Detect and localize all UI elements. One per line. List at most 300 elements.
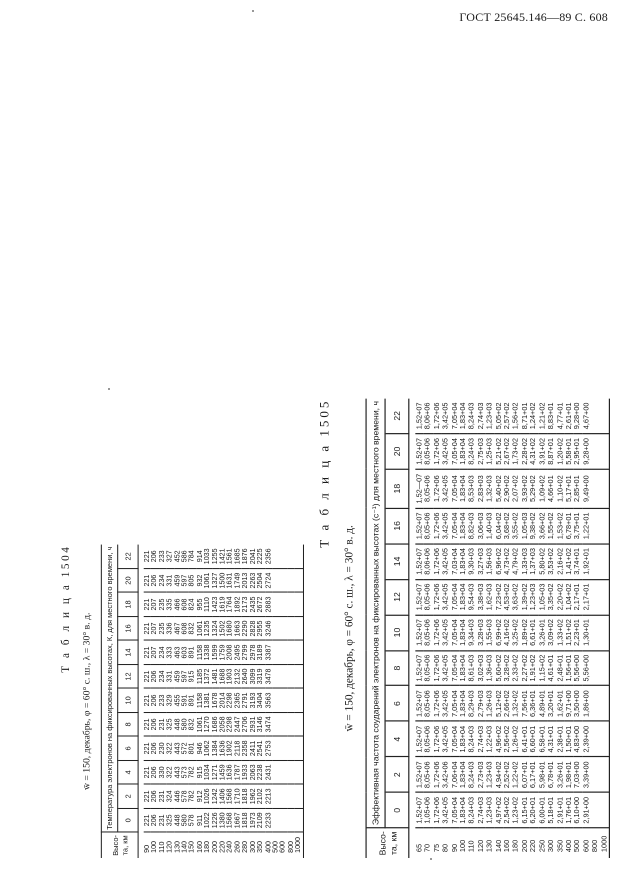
table-cell	[600, 650, 609, 686]
table-condition: w̄ = 150, декабрь, φ = 60° с. ш., λ = 30° в. д.	[344, 525, 356, 732]
hour-header-row	[118, 545, 138, 858]
table-row	[174, 545, 182, 858]
table-cell: 1061	[197, 617, 205, 641]
table-cell: 1338	[204, 640, 212, 664]
table-cell: 231	[159, 808, 167, 832]
table-cell: 3,42+05	[441, 402, 451, 430]
table-cell: 4,73+02	[503, 544, 512, 580]
table-cell	[591, 399, 600, 434]
table-cell: 4,77+01	[555, 402, 565, 430]
table-row	[450, 399, 459, 858]
table-cell: 7,23+02	[494, 579, 503, 615]
table-cell: 586	[181, 550, 189, 563]
table-cell: 221	[144, 712, 152, 736]
table-cell: 1,30+01	[582, 615, 591, 651]
table-cell: 1,56+02	[512, 402, 521, 430]
hour-header: 6	[385, 686, 409, 722]
table-cell: 7,05+04	[450, 579, 459, 615]
hour-header: 0	[385, 793, 409, 829]
table-cell: 5,40+02	[494, 469, 503, 508]
table-1504-block	[60, 545, 304, 858]
table-cell: 8,05+06	[424, 579, 433, 615]
table-cell: 1,72+06	[433, 579, 442, 615]
table-cell	[600, 469, 609, 508]
table-cell: 1406	[219, 784, 227, 808]
table-cell: 1,22+03	[486, 721, 495, 757]
table-cell	[591, 434, 600, 470]
table-cell: 3563	[265, 688, 273, 712]
table-cell: 3,28+02	[503, 650, 512, 686]
table-cell: 608	[182, 593, 190, 617]
table-cell: 6,17+01	[530, 757, 539, 793]
table-cell	[287, 664, 295, 688]
altitude-value: 90	[144, 832, 152, 858]
table-cell: 2,48+01	[556, 650, 565, 686]
table-cell: 2828	[250, 617, 258, 641]
table-row	[574, 399, 583, 858]
table-cell: 8,24+03	[468, 434, 477, 470]
table-cell: 5,21+02	[494, 434, 503, 470]
table-cell	[287, 569, 295, 593]
table-cell: 1,15+02	[538, 650, 547, 686]
table-cell: 1,05+06	[424, 793, 433, 829]
table-cell: 2238	[257, 760, 265, 784]
table-cell: 1,10+02	[556, 469, 565, 508]
table-cell: 3,91+02	[538, 434, 547, 470]
table-cell: 1678	[212, 688, 220, 712]
table-cell: 1,23+03	[486, 793, 495, 829]
table-cell: 3,66+02	[538, 508, 547, 544]
table-cell: 8,06+06	[424, 402, 433, 430]
table-cell: 1,72+06	[433, 650, 442, 686]
table-cell: 1,05+03	[538, 579, 547, 615]
table-cell: 1,52+07	[415, 508, 424, 544]
table-cell: 8,05+06	[424, 615, 433, 651]
table-cell: 6,41+01	[521, 721, 530, 757]
table-cell: 1185	[197, 664, 205, 688]
table-cell: 4,53+02	[503, 579, 512, 615]
table-row	[189, 545, 197, 858]
table-row	[530, 399, 539, 858]
table-cell: 2,52+02	[503, 757, 512, 793]
table-row	[287, 545, 295, 858]
table-cell: 832	[189, 617, 197, 641]
collision-frequency-table	[365, 399, 609, 858]
table-cell: 1,92+01	[582, 544, 591, 580]
table-row	[468, 399, 477, 858]
table-cell: 234	[159, 640, 167, 664]
table-row	[442, 399, 451, 858]
table-cell: 1568	[227, 808, 235, 832]
table-cell: 911	[197, 808, 205, 832]
table-cell: 3,39+00	[582, 757, 591, 793]
table-cell: 1061	[204, 569, 212, 593]
table-cell: 4,94+02	[494, 757, 503, 793]
table-cell	[591, 615, 600, 651]
table-cell: 2640	[242, 664, 250, 688]
table-cell: 2978	[250, 640, 258, 664]
table-cell: 2,75+03	[477, 434, 486, 470]
table-cell: 3,42+05	[442, 686, 451, 722]
table-cell: 3,42+05	[442, 579, 451, 615]
table-cell	[591, 469, 600, 508]
table-cell: 1,52+07	[415, 402, 424, 430]
table-cell	[280, 569, 288, 593]
table-cell: 1,20+02	[556, 434, 565, 470]
table-cell: 3193	[250, 688, 258, 712]
table-cell: 805	[189, 569, 197, 593]
table-cell: 2063	[250, 760, 258, 784]
table-cell: 2298	[227, 688, 235, 712]
hour-header: 18	[385, 469, 409, 508]
table-cell: 3,68+02	[503, 508, 512, 544]
altitude-value: 180	[204, 832, 212, 858]
table-cell: 7,05+04	[450, 793, 459, 829]
table-row	[295, 545, 303, 858]
table-cell: 2118	[234, 736, 242, 760]
table-cell: 3,26+01	[538, 615, 547, 651]
table-cell: 234	[159, 664, 167, 688]
table-cell	[280, 640, 288, 664]
table-cell: 1271	[212, 760, 220, 784]
table-cell: 221	[144, 808, 152, 832]
table-cell: 2,23+01	[574, 615, 583, 651]
table-cell: 2724	[265, 569, 273, 593]
table-cell: 2233	[265, 808, 273, 832]
table-cell	[295, 640, 303, 664]
table-cell: 3,35+02	[547, 579, 556, 615]
table-cell: 2541	[257, 736, 265, 760]
table-cell: 2,17+01	[574, 579, 583, 615]
table-cell: 3,26+01	[556, 757, 565, 793]
table-cell	[295, 760, 303, 784]
table-cell: 6,99+02	[494, 615, 503, 651]
hour-header: 0	[118, 808, 138, 832]
table-cell: 8,87+01	[547, 434, 556, 470]
table-cell: 1,83+04	[459, 757, 468, 793]
table-cell: 3246	[265, 617, 273, 641]
table-cell: 8,83+01	[547, 402, 556, 430]
table-cell	[600, 508, 609, 544]
table-cell: 5,98+01	[538, 757, 547, 793]
table-cell: 8,05+06	[424, 434, 433, 470]
table-cell: 1636	[227, 760, 235, 784]
table-cell: 5,56+00	[574, 650, 583, 686]
table-cell: 9,28+00	[573, 402, 582, 430]
table-cell: 9,30+03	[468, 544, 477, 580]
table-cell: 206	[151, 550, 159, 563]
table-row	[250, 545, 258, 858]
table-cell: 455	[174, 688, 182, 712]
table-cell	[591, 508, 600, 544]
table-cell	[287, 760, 295, 784]
altitude-value: 1000	[295, 832, 303, 858]
table-cell: 9,28+00	[582, 434, 591, 470]
table-cell	[280, 617, 288, 641]
table-cell	[295, 808, 303, 832]
table-cell: 9,49+00	[582, 469, 591, 508]
table-cell: 207	[151, 593, 159, 617]
table-cell: 946	[197, 736, 205, 760]
table-cell: 1324	[212, 617, 220, 641]
table-cell: 9,71+00	[565, 686, 574, 722]
table-cell: 1818	[242, 808, 250, 832]
table-cell: 578	[189, 808, 197, 832]
altitude-header	[366, 828, 409, 858]
table-cell: 7,05+04	[450, 434, 459, 470]
table-cell: 2132	[234, 664, 242, 688]
table-cell: 3478	[265, 664, 273, 688]
table-cell: 1568	[227, 784, 235, 808]
table-cell: 2431	[265, 760, 273, 784]
table-cell	[272, 593, 280, 617]
table-cell: 7,05+04	[450, 686, 459, 722]
table-cell: 2,54+02	[503, 793, 512, 829]
table-cell: 1061	[197, 712, 205, 736]
table-cell: 3,02+03	[477, 650, 486, 686]
table-cell	[591, 757, 600, 793]
table-cell: 231	[159, 784, 167, 808]
table-cell: 1026	[204, 784, 212, 808]
hour-header: 16	[385, 508, 409, 544]
table-cell: 2,38+01	[556, 721, 565, 757]
table-cell: 1902	[227, 736, 235, 760]
table-cell	[600, 757, 609, 793]
altitude-value: 90	[450, 828, 459, 858]
table-cell: 1787	[234, 760, 242, 784]
table-cell: 1270	[204, 712, 212, 736]
table-cell: 335	[166, 593, 174, 617]
table-cell: 4,61+01	[547, 650, 556, 686]
table-cell	[287, 784, 295, 808]
table-cell: 955	[197, 593, 205, 617]
table-cell	[272, 617, 280, 641]
table-cell: 1,73+02	[512, 434, 521, 470]
table-cell: 3189	[257, 640, 265, 664]
table-cell: 1,55+03	[486, 615, 495, 651]
table-cell: 1680	[227, 617, 235, 641]
table-cell: 1,21+02	[538, 402, 547, 430]
table-cell: 1,32+03	[486, 469, 495, 508]
table-cell	[272, 712, 280, 736]
table-cell: 1,62+03	[486, 579, 495, 615]
table-cell: 1,52+07	[415, 650, 424, 686]
table-cell	[600, 793, 609, 829]
table-cell: 1,52—07	[415, 469, 424, 508]
table-row	[459, 399, 468, 858]
table-cell: 1372	[204, 664, 212, 688]
table-cell	[287, 640, 295, 664]
table-cell: 1423	[212, 593, 220, 617]
electron-temperature-table	[101, 545, 304, 858]
table-cell: 6,07+01	[521, 757, 530, 793]
table-cell: 221	[144, 688, 152, 712]
table-cell: 784	[189, 550, 197, 563]
hour-header: 22	[118, 545, 138, 569]
altitude-value: 250	[538, 828, 547, 858]
table-cell: 1421	[219, 548, 227, 565]
hour-header: 4	[118, 760, 138, 784]
altitude-value: 400	[565, 828, 574, 858]
table-cell: 221	[143, 550, 151, 563]
table-cell: 1973	[250, 808, 258, 832]
table-cell: 443	[174, 760, 182, 784]
table-cell	[600, 399, 609, 434]
table-cell	[280, 808, 288, 832]
scan-speck	[108, 388, 110, 390]
table-cell: 7,05+04	[450, 508, 459, 544]
table-cell: 1,52+07	[415, 579, 424, 615]
table-cell: 448	[174, 808, 182, 832]
table-1505-block	[318, 399, 610, 858]
table-cell: 1,50+01	[565, 721, 574, 757]
table-cell: 2,61+01	[564, 402, 574, 430]
table-cell: 832	[189, 712, 197, 736]
table-cell: 3,06+03	[477, 508, 486, 544]
table-cell: 591	[182, 688, 190, 712]
table-cell: 3146	[257, 712, 265, 736]
table-row	[538, 399, 547, 858]
table-cell: 1,76+01	[565, 793, 574, 829]
table-cell	[287, 617, 295, 641]
altitude-value: 240	[227, 832, 235, 858]
table-cell: 2,28+02	[521, 434, 530, 470]
altitude-value: 200	[521, 828, 530, 858]
altitude-value: 260	[234, 832, 242, 858]
table-cell: 1384	[212, 736, 220, 760]
table-cell	[591, 721, 600, 757]
table-cell: 573	[182, 760, 190, 784]
table-cell: 1,83+04	[459, 434, 468, 470]
table-row	[227, 545, 235, 858]
table-cell: 207	[151, 640, 159, 664]
table-cell: 1242	[212, 784, 220, 808]
table-cell: 3,09+02	[547, 615, 556, 651]
table-cell: 2931	[250, 712, 258, 736]
table-cell: 1,26+02	[512, 721, 521, 757]
table-number: Т а б л и ц а 1505	[318, 398, 333, 548]
table-cell: 3099	[250, 664, 258, 688]
table-cell: 3,53+02	[547, 544, 556, 580]
table-cell: 1,72+06	[433, 615, 442, 651]
table-cell: 3404	[257, 688, 265, 712]
table-cell: 1,32+02	[512, 686, 521, 722]
table-cell: 4,89+01	[538, 686, 547, 722]
table-cell	[295, 593, 303, 617]
table-cell: 221	[144, 664, 152, 688]
altitude-value: 350	[556, 828, 565, 858]
altitude-value: 70	[424, 828, 433, 858]
table-cell: 1,83+04	[459, 469, 468, 508]
table-cell: 578	[182, 784, 190, 808]
page-header: ГОСТ 25645.146—89 С. 608	[459, 10, 608, 24]
table-cell	[295, 712, 303, 736]
table-cell: 1,22+01	[582, 508, 591, 544]
table-cell: 8,05+06	[424, 469, 433, 508]
table-row	[521, 399, 530, 858]
table-row	[591, 399, 600, 858]
hour-header: 18	[118, 593, 138, 617]
table-cell: 4,66+01	[547, 469, 556, 508]
table-cell: 1,52+07	[415, 721, 424, 757]
table-cell: 230	[159, 736, 167, 760]
table-cell: 206	[151, 760, 159, 784]
table-cell: 1,72+06	[433, 793, 442, 829]
table-cell: 1667	[234, 808, 242, 832]
table-cell: 8,71+01	[520, 402, 530, 430]
table-cell: 8,24+03	[468, 793, 477, 829]
table-cell: 2290	[242, 617, 250, 641]
table-cell: 3,63+02	[512, 579, 521, 615]
table-cell: 235	[159, 617, 167, 641]
altitude-value: 220	[530, 828, 539, 858]
altitude-header-line2: та, км	[387, 831, 399, 855]
table-cell: 2058	[219, 712, 227, 736]
table-cell: 8,53+03	[468, 469, 477, 508]
table-row	[565, 399, 574, 858]
table-cell: 915	[197, 760, 205, 784]
table-row	[512, 399, 521, 858]
table-cell: 1,83+04	[459, 686, 468, 722]
altitude-value: 75	[433, 828, 442, 858]
table-cell: 3,42+06	[442, 757, 451, 793]
altitude-value: 160	[197, 832, 205, 858]
table-cell: 325	[166, 808, 174, 832]
table-cell	[272, 545, 280, 569]
table-cell	[295, 617, 303, 641]
altitude-value: 200	[212, 832, 220, 858]
table-cell: 1,33+02	[556, 615, 565, 651]
table-cell: 782	[189, 784, 197, 808]
altitude-value: 1000	[600, 828, 609, 858]
table-cell: 1,39+02	[521, 579, 530, 615]
table-cell: 1,72+06	[433, 508, 442, 544]
altitude-value: 300	[547, 828, 556, 858]
table-cell: 5,17+01	[565, 469, 574, 508]
altitude-value: 300	[250, 832, 258, 858]
table-cell: 4,31+01	[547, 721, 556, 757]
table-cell: 6,60+01	[530, 721, 539, 757]
table-cell	[272, 736, 280, 760]
table-row	[547, 399, 556, 858]
table-cell: 2014	[219, 688, 227, 712]
hour-header: 12	[385, 579, 409, 615]
table-cell: 443	[174, 736, 182, 760]
table-cell: 329	[166, 688, 174, 712]
table-cell: 1764	[227, 593, 235, 617]
table-row	[265, 545, 273, 858]
table-cell	[272, 760, 280, 784]
table-cell: 336	[166, 617, 174, 641]
table-cell	[272, 664, 280, 688]
table-cell: 9,34+03	[468, 615, 477, 651]
table-cell: 446	[174, 784, 182, 808]
table-cell: 7,05+04	[450, 402, 459, 430]
table-cell	[287, 808, 295, 832]
table-cell: 3387	[265, 640, 273, 664]
table-cell: 1,26+03	[486, 686, 495, 722]
table-cell: 235	[159, 593, 167, 617]
table-cell: 932	[197, 569, 205, 593]
table-row	[242, 545, 250, 858]
table-cell: 1,09+02	[538, 469, 547, 508]
table-cell: 2,17+01	[582, 579, 591, 615]
table-cell: 2,74+03	[477, 793, 486, 829]
table-cell: 1892	[234, 593, 242, 617]
table-row	[415, 399, 424, 858]
table-cell: 2,74+03	[477, 721, 486, 757]
table-cell: 1,89+02	[521, 615, 530, 651]
